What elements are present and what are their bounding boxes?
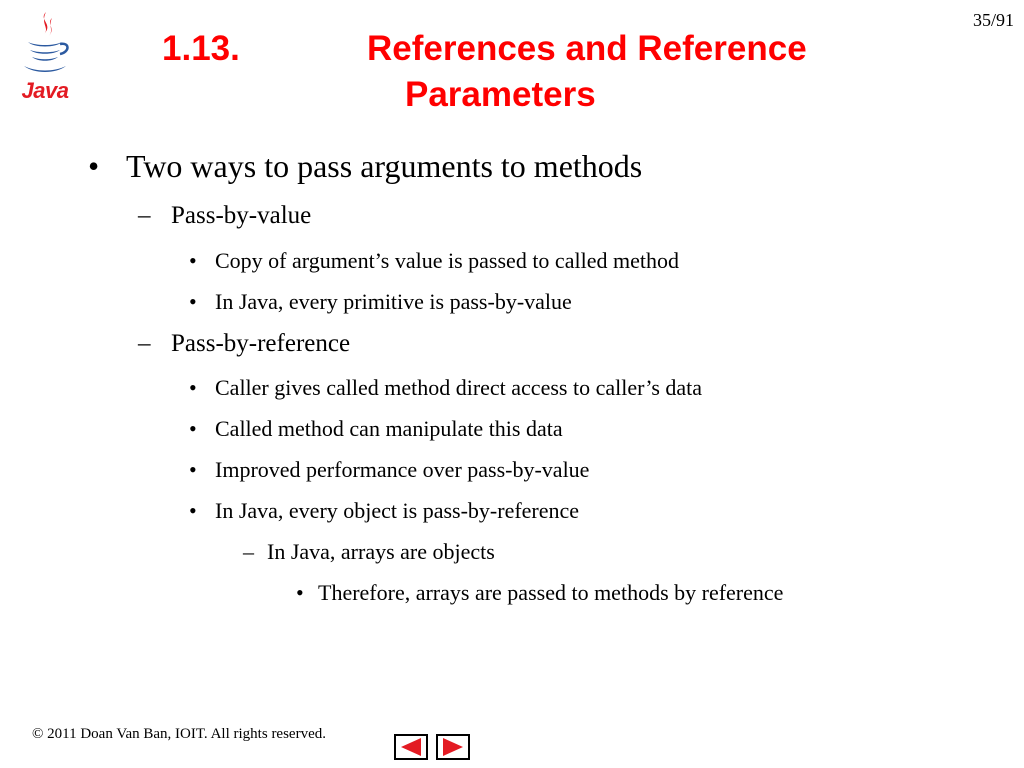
bullet-text: Two ways to pass arguments to methods [126, 148, 643, 184]
arrow-left-icon [396, 736, 426, 758]
java-cup-icon [16, 8, 74, 78]
bullet-text: Improved performance over pass-by-value [215, 457, 590, 482]
title-section-number: 1.13. [162, 29, 240, 68]
bullet-item [189, 457, 590, 483]
bullet-item [189, 289, 572, 315]
bullet-item [243, 539, 495, 565]
java-logo [16, 8, 74, 108]
bullet-marker: • [189, 498, 197, 523]
next-slide-button[interactable] [436, 734, 470, 760]
bullet-item [189, 498, 580, 524]
previous-slide-button[interactable] [394, 734, 428, 760]
bullet-item [189, 375, 703, 401]
bullet-item [88, 148, 643, 185]
bullet-marker: • [296, 580, 304, 605]
copyright-text: 2011 Doan Van Ban, IOIT. All rights reserved. [43, 726, 326, 742]
title-line-1 [100, 26, 924, 72]
bullet-text: Copy of argument’s value is passed to called method [215, 248, 679, 273]
bullet-text: Called method can manipulate this data [215, 416, 563, 441]
bullet-item [296, 580, 784, 606]
copyright-symbol: © [32, 726, 44, 742]
bullet-text: Therefore, arrays are passed to methods by reference [318, 580, 784, 605]
title-text-2: Parameters [405, 75, 596, 114]
bullet-marker: • [88, 148, 100, 184]
bullet-item [189, 416, 563, 442]
arrow-right-icon [438, 736, 468, 758]
bullet-marker: – [243, 539, 254, 564]
footer-copyright [32, 726, 326, 743]
bullet-item [138, 202, 312, 230]
title-text-1: References and Reference [367, 29, 807, 68]
bullet-item [138, 330, 351, 358]
bullet-item [189, 248, 679, 274]
bullet-marker: • [189, 248, 197, 273]
bullet-text: Pass-by-reference [171, 330, 351, 357]
bullet-marker: – [138, 330, 151, 357]
bullet-marker: • [189, 416, 197, 441]
bullet-text: In Java, every object is pass-by-reference [215, 498, 580, 523]
bullet-marker: • [189, 457, 197, 482]
bullet-marker: • [189, 375, 197, 400]
bullet-marker: • [189, 289, 197, 314]
java-logo-text: Java [21, 78, 69, 103]
page-number: 35/91 [972, 10, 1014, 30]
bullet-text: In Java, arrays are objects [267, 539, 495, 564]
bullet-text: Caller gives called method direct access to caller’s data [215, 375, 703, 400]
slide-title [100, 26, 924, 118]
bullet-text: In Java, every primitive is pass-by-value [215, 289, 572, 314]
bullet-marker: – [138, 202, 151, 229]
bullet-text: Pass-by-value [171, 202, 312, 229]
